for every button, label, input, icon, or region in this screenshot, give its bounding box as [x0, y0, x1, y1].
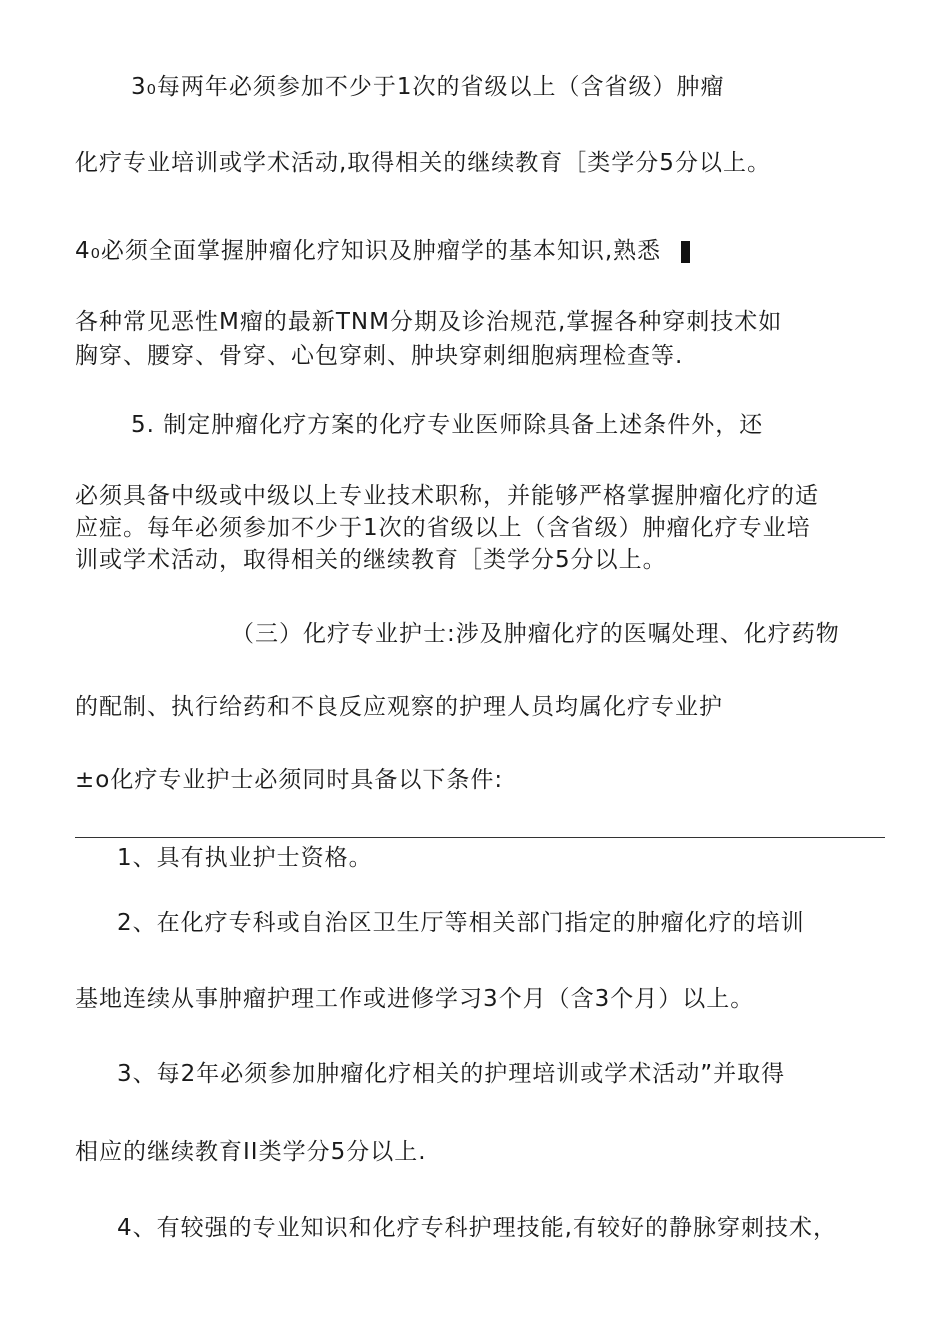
text-line-7: 必须具备中级或中级以上专业技术职称，并能够严格掌握肿瘤化疗的适 — [75, 483, 819, 509]
text-line-14: 2、在化疗专科或自治区卫生厅等相关部门指定的肿瘤化疗的培训 — [117, 910, 805, 936]
text-line-3: 4₀必须全面掌握肿瘤化疗知识及肿瘤学的基本知识,熟悉 — [75, 238, 662, 264]
text-line-10: （三）化疗专业护士:涉及肿瘤化疗的医嘱处理、化疗药物 — [231, 621, 840, 647]
horizontal-rule — [75, 837, 885, 838]
text-line-5: 胸穿、腰穿、骨穿、心包穿刺、肿块穿刺细胞病理检查等. — [75, 343, 684, 369]
text-line-4: 各种常见恶性M瘤的最新TNM分期及诊治规范,掌握各种穿刺技术如 — [75, 309, 783, 335]
text-line-2: 化疗专业培训或学术活动,取得相关的继续教育［类学分5分以上。 — [75, 150, 771, 176]
text-line-15: 基地连续从事肿瘤护理工作或进修学习3个月（含3个月）以上。 — [75, 986, 755, 1012]
text-cursor-mark — [681, 241, 690, 263]
text-line-9: 训或学术活动，取得相关的继续教育［类学分5分以上。 — [75, 547, 667, 573]
text-line-18: 4、有较强的专业知识和化疗专科护理技能,有较好的静脉穿刺技术， — [117, 1215, 837, 1241]
text-line-12: ±o化疗专业护士必须同时具备以下条件: — [75, 767, 504, 793]
text-line-8: 应症。每年必须参加不少于1次的省级以上（含省级）肿瘤化疗专业培 — [75, 515, 811, 541]
text-line-17: 相应的继续教育II类学分5分以上. — [75, 1139, 427, 1165]
text-line-13: 1、具有执业护士资格。 — [117, 845, 373, 871]
text-line-16: 3、每2年必须参加肿瘤化疗相关的护理培训或学术活动”并取得 — [117, 1061, 786, 1087]
text-line-11: 的配制、执行给药和不良反应观察的护理人员均属化疗专业护 — [75, 694, 723, 720]
text-line-1: 3₀每两年必须参加不少于1次的省级以上（含省级）肿瘤 — [131, 74, 725, 100]
text-line-6: 5. 制定肿瘤化疗方案的化疗专业医师除具备上述条件外，还 — [131, 412, 764, 438]
